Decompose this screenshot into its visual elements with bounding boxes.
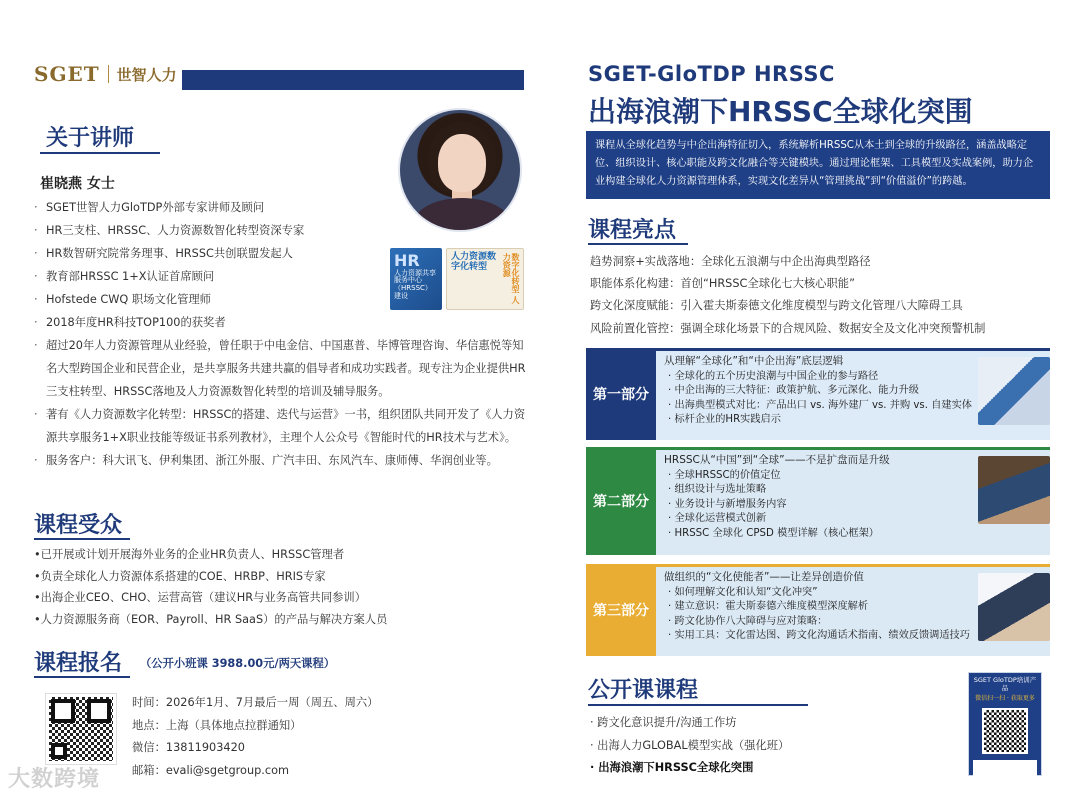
registration-info [132, 692, 378, 782]
part-point: · 全球化的五个历史浪潮与中国企业的参与路径 [668, 370, 879, 382]
bio-item: · HR三支柱、HRSSC、人力资源数智化转型资深专家 [34, 224, 305, 237]
part-thumbnail-image [978, 573, 1050, 641]
bio-item: · Hofstede CWQ 职场文化管理师 [34, 293, 211, 306]
part-head: 做组织的“文化使能者”——让差异创造价值 [664, 571, 864, 583]
bio-item: · SGET世智人力GloTDP外部专家讲师及顾问 [34, 201, 265, 214]
flyer-qr-code[interactable] [982, 708, 1028, 754]
open-course-item: · 出海人力GLOBAL模型实战（强化班） [590, 738, 790, 752]
brand-logo [34, 62, 177, 86]
part-point: · 中企出海的三大特征：政策护航、多元深化、能力升级 [668, 385, 919, 397]
lecturer-section-title: 关于讲师 [46, 126, 135, 151]
lecturer-bio-list [34, 196, 526, 472]
part-label: 第一部分 [586, 348, 656, 440]
course-part-1 [586, 348, 1050, 440]
book-cover-side: 数字化转型 人力资源 [502, 253, 520, 304]
flyer-title: SGET GloTDP培训产品 [973, 676, 1037, 692]
part-label: 第三部分 [586, 564, 656, 656]
part-label: 第二部分 [586, 447, 656, 555]
registration-price-note: （公开小班课 3988.00元/两天课程） [140, 657, 336, 670]
watermark: 大数跨境 [8, 767, 101, 792]
audience-item: •人力资源服务商（EOR、Payroll、HR SaaS）的产品与解决方案人员 [34, 612, 388, 626]
part-content [656, 348, 1050, 440]
part-point: · 建立意识：霍夫斯泰德六维度模型深度解析 [668, 601, 869, 613]
registration-section-title: 课程报名 [34, 651, 123, 676]
bio-item: · 教育部HRSSC 1+X认证首席顾问 [34, 270, 215, 283]
highlights-list [590, 251, 985, 340]
open-course-item-current: · 出海浪潮下HRSSC全球化突围 [590, 761, 754, 774]
part-point: · 全球化运营模式创新 [668, 513, 767, 525]
part-point: · 实用工具：文化雷达图、跨文化沟通话术指南、绩效反馈调适技巧 [668, 630, 970, 642]
course-part-3 [586, 564, 1050, 656]
audience-section-title: 课程受众 [34, 513, 123, 538]
part-point: · 全球HRSSC的价值定位 [668, 469, 781, 481]
part-content [656, 564, 1050, 656]
book-cover-big: 人力资源数字化转型 [451, 252, 497, 272]
audience-title-underline [34, 538, 130, 540]
lecturer-title-underline [40, 152, 160, 154]
highlight-item: 风险前置化管控：强调全球化场景下的合规风险、数据安全及文化冲突预警机制 [590, 321, 986, 335]
logo-divider [108, 65, 109, 83]
course-part-2 [586, 447, 1050, 555]
part-point: · 标杆企业的HR实践启示 [668, 414, 781, 426]
bio-item: · 服务客户：科大讯飞、伊利集团、浙江外服、广汽丰田、东风汽车、康师傅、华润创业等。 [34, 454, 498, 467]
part-point: · 如何理解文化和认知“文化冲突” [668, 586, 818, 598]
book-cover-big: HR [394, 251, 420, 270]
part-point: · HRSSC 全球化 CPSD 模型详解（核心框架） [668, 527, 879, 539]
audience-item: •出海企业CEO、CHO、运营高管（建议HR与业务高管共同参训） [34, 591, 367, 604]
registration-title-underline [34, 676, 130, 678]
part-point: · 出海典型模式对比：产品出口 vs. 海外建厂 vs. 并购 vs. 自建实体 [668, 399, 972, 411]
bio-item: · 超过20年人力资源管理从业经验，曾任职于中电金信、中国惠普、毕博管理咨询、华信惠悦等知名大型跨国企业和民营企业，是共享服务共建共赢的倡导者和成功实践者。现专注为企业提供HR三支柱转型、HRSSC落地及人力资源数智化转型的培训及辅导服务。 [34, 339, 526, 398]
lecturer-name: 崔晓燕 女士 [40, 176, 115, 192]
part-thumbnail-image [978, 357, 1050, 425]
logo-mark: SGET [34, 62, 100, 86]
flyer-subtitle: 微信扫一扫 · 获取更多 [975, 694, 1035, 702]
logo-cn: 世智人力 [116, 65, 177, 84]
course-subtitle: SGET-GloTDP HRSSC [588, 62, 835, 86]
registration-qr-code[interactable] [46, 694, 116, 764]
part-point: · 业务设计与新增服务内容 [668, 498, 787, 510]
open-courses-title-underline [588, 704, 808, 706]
open-courses-list [590, 712, 789, 780]
registration-email[interactable]: 邮箱：evali@sgetgroup.com [132, 763, 289, 777]
part-thumbnail-image [978, 456, 1050, 524]
registration-wechat: 微信：13811903420 [132, 741, 245, 754]
bio-item: · 著有《人力资源数字化转型：HRSSC的搭建、迭代与运营》一书，组织团队共同开发了《人力资源共享服务1+X职业技能等级证书系列教材》，主理个人公众号《智能时代的HR技术与艺术》。 [34, 408, 526, 444]
part-point: · 跨文化协作八大障碍与应对策略： [668, 615, 828, 627]
audience-item: •负责全球化人力资源体系搭建的COE、HRBP、HRIS专家 [34, 569, 326, 583]
course-intro: 课程从全球化趋势与中企出海特征切入，系统解析HRSSC从本土到全球的升级路径，涵盖战略定位、组织设计、核心职能及跨文化融合等关键模块。通过理论框架、工具模型及实战案例，助力企业构建全球化人力资源管理体系，实现文化差异从“管理挑战”到“价值溢价”的跨越。 [586, 131, 1050, 199]
highlight-item: 趋势洞察+实战落地：全球化五浪潮与中企出海典型路径 [590, 255, 871, 268]
course-title: 出海浪潮下HRSSC全球化突围 [588, 95, 973, 128]
bio-item: · HR数智研究院常务理事、HRSSC共创联盟发起人 [34, 247, 293, 260]
open-course-item: · 跨文化意识提升/沟通工作坊 [590, 716, 737, 729]
highlight-item: 跨文化深度赋能：引入霍夫斯泰德文化维度模型与跨文化管理八大障碍工具 [590, 299, 963, 313]
product-flyer[interactable] [968, 672, 1042, 776]
book-cover-text: 人力资源共享服务中心（HRSSC）建设 [394, 268, 436, 300]
part-head: 从理解“全球化”和“中企出海”底层逻辑 [664, 355, 844, 367]
audience-list [34, 544, 526, 630]
part-point: · 组织设计与选址策略 [668, 484, 767, 496]
flyer-footer [973, 760, 1037, 780]
bio-item: · 2018年度HR科技TOP100的获奖者 [34, 316, 226, 329]
open-courses-section-title: 公开课课程 [588, 678, 699, 703]
highlights-section-title: 课程亮点 [588, 218, 677, 243]
part-content [656, 447, 1050, 555]
registration-time: 时间：2026年1月、7月最后一周（周五、周六） [132, 696, 379, 709]
part-head: HRSSC从“中国”到“全球”——不是扩盘而是升级 [664, 454, 890, 466]
registration-location: 地点：上海（具体地点拉群通知） [132, 718, 302, 732]
highlights-title-underline [588, 243, 688, 245]
header-rule [182, 70, 524, 90]
highlight-item: 职能体系化构建：首创“HRSSC全球化七大核心职能” [590, 277, 855, 291]
audience-item: •已开展或计划开展海外业务的企业HR负责人、HRSSC管理者 [34, 548, 345, 561]
